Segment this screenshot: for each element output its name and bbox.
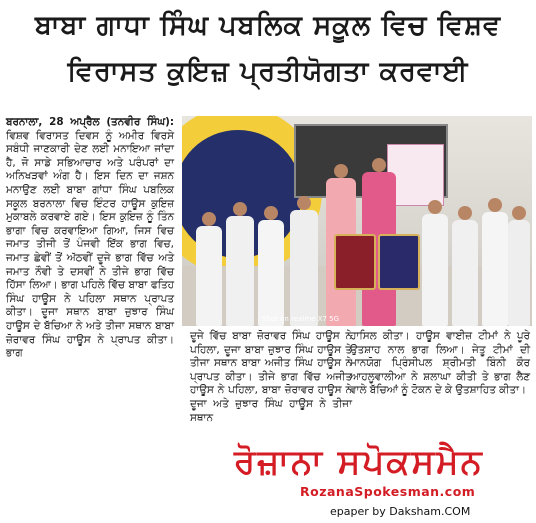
article-text-right: ਹਾਸਿਲ ਕੀਤਾ। ਹਾਊਸ ਵਾਈਜ਼ ਟੀਮਾਂ ਨੇ ਪੂਰੇ ਉਤਸ਼ਾਹ ਨਾਲ ਭਾਗ ਲਿਆ। ਜੇਤੂ ਟੀਮਾਂ ਦੀ ਮਾਨਯੋਗ ਪ੍ਰਿੰਸੀਪਲ ਸ਼੍ਰੀਮਤੀ ਬਿੰਨੀ ਕੌਰ ਆਹਲੂਵਾਲੀਆ ਨੇ ਸ਼ਲਾਘਾ ਕੀਤੀ ਤੇ ਭਾਗ ਲੈਣ ਵਾਲੇ ਬੱਚਿਆਂ ਨੂੰ ਟੋਕਨ ਦੇ ਕੇ ਉਤਸ਼ਾਹਿਤ ਕੀਤਾ। — [350, 330, 530, 397]
article-column-right — [350, 330, 530, 398]
student-figure — [422, 214, 448, 326]
news-photo — [182, 116, 532, 326]
student-figure — [258, 220, 284, 326]
article-column-middle — [190, 330, 352, 425]
student-figure — [508, 220, 530, 326]
website-link[interactable]: RozanaSpokesman.com — [300, 484, 476, 499]
newspaper-logo: ਰੋਜ਼ਾਨਾ ਸਪੋਕਸਮੈਨ — [234, 442, 484, 482]
byline: ਬਰਨਾਲਾ, 28 ਅਪ੍ਰੈਲ (ਤਨਵੀਰ ਸਿੰਘ): — [6, 116, 174, 128]
student-figure — [452, 220, 478, 326]
student-figure — [196, 226, 222, 326]
headline-line-2: ਵਿਰਾਸਤ ਕੁਇਜ਼ ਪ੍ਰਤੀਯੋਗਤਾ ਕਰਵਾਈ — [67, 56, 469, 87]
epaper-credit: epaper by Daksham.COM — [330, 505, 471, 518]
house-shield-trophy — [378, 234, 420, 290]
article-text-left: ਵਿਸ਼ਵ ਵਿਰਾਸਤ ਦਿਵਸ ਨੂੰ ਅਮੀਰ ਵਿਰਸੇ ਸਬੰਧੀ ਜਾਣਕਾਰੀ ਦੇਣ ਲਈ ਮਨਾਇਆ ਜਾਂਦਾ ਹੈ, ਜੋ ਸਾਡੇ ਸਭਿਆਚਾਰ ਅਤੇ ਪਰੰਪਰਾਂ ਦਾ ਅਨਿਖੜਵਾਂ ਅੰਗ ਹੈ। ਇਸ ਦਿਨ ਦਾ ਜਸ਼ਨ ਮਨਾਉਣ ਲਈ ਬਾਬਾ ਗਾਂਧਾ ਸਿੰਘ ਪਬਲਿਕ ਸਕੂਲ ਬਰਨਾਲਾ ਵਿਚ ਇੰਟਰ ਹਾਊਸ ਕੁਇਜ਼ ਮੁਕਾਬਲੇ ਕਰਵਾਏ ਗਏ। ਇਸ ਕੁਇਜ਼ ਨੂੰ ਤਿੰਨ ਭਾਗਾ ਵਿਚ ਕਰਵਾਇਆ ਗਿਆ, ਜਿਸ ਵਿਚ ਜਮਾਤ ਤੀਜੀ ਤੋਂ ਪੰਜਵੀ ਇੱਕ ਭਾਗ ਵਿਚ, ਜਮਾਤ ਛੇਵੀਂ ਤੋਂ ਅੱਠਵੀਂ ਦੂਜੇ ਭਾਗ ਵਿੱਚ ਅਤੇ ਜਮਾਤ ਨੌਵੀ ਤੇ ਦਸਵੀਂ ਨੇ ਤੀਜੇ ਭਾਗ ਵਿੱਚ ਹਿੱਸਾ ਲਿਆ। ਭਾਗ ਪਹਿਲੇ ਵਿੱਚ ਬਾਬਾ ਫਤਿਹ ਸਿੰਘ ਹਾਊਸ ਨੇ ਪਹਿਲਾ ਸਥਾਨ ਪ੍ਰਾਪਤ ਕੀਤਾ। ਦੂਜਾ ਸਥਾਨ ਬਾਬਾ ਜ਼ੁਝਾਰ ਸਿੰਘ ਹਾਊਸ ਦੇ ਬੱਚਿਆ ਨੇ ਅਤੇ ਤੀਜਾ ਸਥਾਨ ਬਾਬਾ ਜ਼ੋਰਾਵਰ ਸਿੰਘ ਹਾਊਸ ਨੇ ਪ੍ਰਾਪਤ ਕੀਤਾ। ਭਾਗ — [6, 129, 174, 360]
student-figure — [226, 216, 254, 326]
photo-caption: Shot on realme X7 5G — [262, 315, 340, 323]
student-figure — [290, 210, 318, 326]
student-figure — [482, 212, 508, 326]
article-column-left — [6, 116, 174, 361]
headline-line-1: ਬਾਬਾ ਗਾਧਾ ਸਿੰਘ ਪਬਲਿਕ ਸਕੂਲ ਵਿਚ ਵਿਸ਼ਵ — [34, 10, 502, 41]
article-text-middle: ਦੂਜੇ ਵਿੱਚ ਬਾਬਾ ਜ਼ੋਰਾਵਰ ਸਿੰਘ ਹਾਊਸ ਨੇ ਪਹਿਲਾ, ਦੂਜਾ ਬਾਬਾ ਜ਼ੁਝਾਰ ਸਿੰਘ ਹਾਊਸ ਤੇ ਤੀਜਾ ਸਥਾਨ ਬਾਬਾ ਅਜੀਤ ਸਿੰਘ ਹਾਊਸ ਨੇ ਪ੍ਰਾਪਤ ਕੀਤਾ। ਤੀਜੇ ਭਾਗ ਵਿੱਚ ਅਜੀਤ ਹਾਊਸ ਨੇ ਪਹਿਲਾ, ਬਾਬਾ ਜ਼ੋਰਾਵਰ ਹਾਊਸ ਨੇ ਦੂਜਾ ਅਤੇ ਜ਼ੁਝਾਰ ਸਿੰਘ ਹਾਊਸ ਨੇ ਤੀਜਾ ਸਥਾਨ — [190, 330, 352, 424]
house-shield-trophy — [334, 234, 376, 290]
